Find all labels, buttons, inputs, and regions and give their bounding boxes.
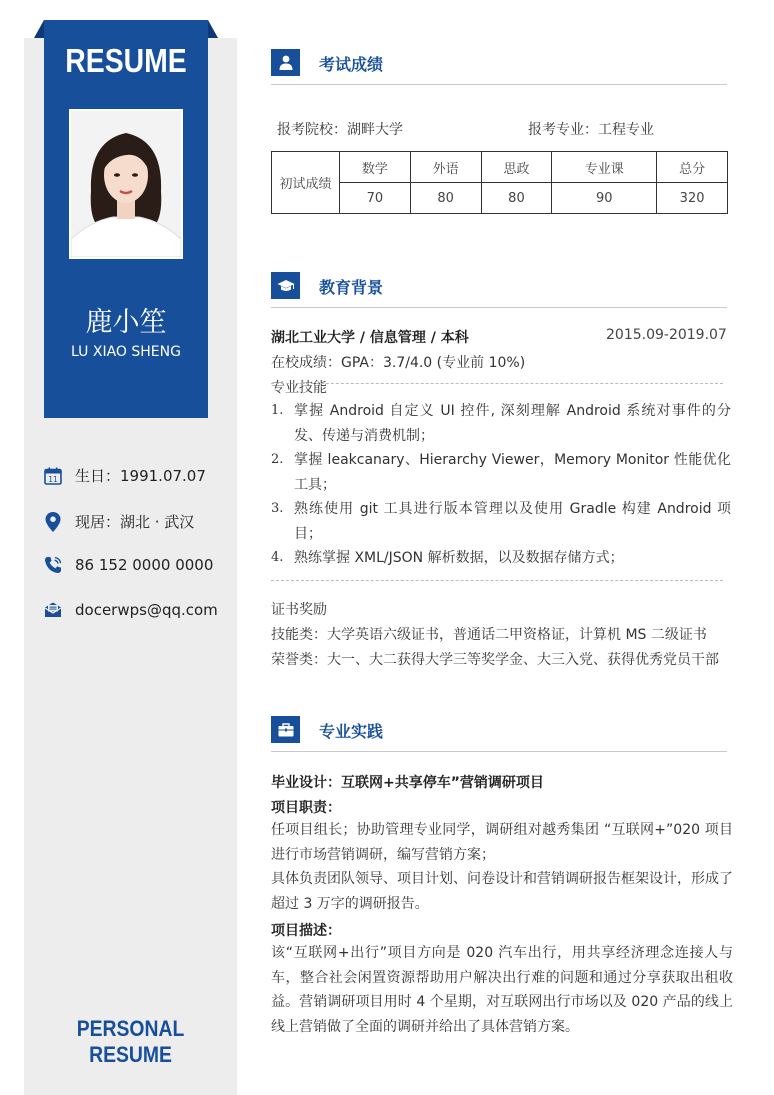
table-header-cell: 数学: [340, 152, 411, 183]
svg-text:11: 11: [48, 474, 58, 484]
list-number: 3.: [271, 501, 284, 516]
list-text: 掌握 Android 自定义 UI 控件, 深刻理解 Android 系统对事件的分发、传递与消费机制；: [294, 403, 731, 444]
list-text: 熟练掌握 XML/JSON 解析数据，以及数据存储方式；: [294, 550, 624, 566]
contact-text: 86 152 0000 0000: [75, 556, 214, 574]
contact-phone: [44, 556, 213, 574]
list-text: 掌握 leakcanary、Hierarchy Viewer，Memory Monitor 性能优化工具；: [294, 452, 731, 493]
education-period: 2015.09-2019.07: [606, 327, 727, 343]
list-number: 4.: [271, 550, 284, 565]
list-number: 2.: [271, 452, 284, 467]
calendar-icon: [44, 467, 62, 485]
skills-list: [271, 399, 731, 571]
banner-fold-right: [208, 20, 218, 38]
desc-paragraph: 该“互联网+出行”项目方向是 020 汽车出行，用共享经济理念连接人与车，整合社会闲置资源帮助用户解决出行难的问题和通过分享获取出租收益。营销调研项目用时 4 个星期，对互联网出行市场以及 020 产品的线上线上营销做了全面的调研并给出了具体营销方案。: [271, 945, 733, 1035]
cert-skill: 技能类：大学英语六级证书，普通话二甲资格证，计算机 MS 二级证书: [271, 627, 707, 643]
contact-text: docerwps@qq.com: [75, 601, 218, 619]
email-icon: [44, 601, 62, 619]
list-item: [271, 546, 731, 571]
duty-paragraph-2: 具体负责团队领导、项目计划、问卷设计和营销调研报告框架设计，形成了超过 3 万字的调研报告。: [271, 871, 733, 912]
duty-paragraph-1: 任项目组长；协助管理专业同学，调研组对越秀集团 “互联网+”020 项目进行市场营销调研，编写营销方案；: [271, 822, 733, 863]
exam-major: 报考专业：工程专业: [528, 122, 654, 138]
table-cell: 80: [410, 183, 481, 214]
table-cell: 320: [657, 183, 728, 214]
profile-photo: [69, 109, 183, 259]
section-header-education: [271, 272, 727, 308]
list-item: [271, 399, 731, 448]
section-title: 考试成绩: [319, 55, 384, 74]
score-table: [271, 151, 728, 214]
table-cell: 80: [481, 183, 552, 214]
contact-text: 生日：1991.07.07: [75, 467, 206, 485]
list-item: [271, 497, 731, 546]
table-header-cell: 外语: [410, 152, 481, 183]
table-cell: 70: [340, 183, 411, 214]
section-title: 教育背景: [319, 278, 384, 297]
desc-label: 项目描述：: [271, 923, 341, 939]
divider: [271, 580, 723, 581]
phone-icon: [44, 556, 62, 574]
table-cell: 90: [552, 183, 657, 214]
row-label: 初试成绩: [272, 152, 340, 214]
section-title: 专业实践: [319, 722, 384, 741]
location-pin-icon: [44, 513, 62, 531]
list-number: 1.: [271, 403, 284, 418]
section-header-practice: [271, 716, 727, 752]
graduation-cap-icon: [271, 272, 300, 299]
project-title: 毕业设计：互联网+共享停车”营销调研项目: [271, 775, 544, 791]
contact-location: [44, 511, 194, 532]
name-english: LU XIAO SHENG: [71, 344, 181, 360]
table-row: [272, 183, 728, 214]
personal-resume-footer: PERSONAL RESUME: [76, 1016, 185, 1067]
table-header-cell: 思政: [481, 152, 552, 183]
resume-title: RESUME: [65, 42, 187, 79]
table-header-cell: 专业课: [552, 152, 657, 183]
cert-honor: 荣誉类：大一、大二获得大学三等奖学金、大三入党、获得优秀党员干部: [271, 652, 719, 668]
skills-label: 专业技能: [271, 380, 327, 396]
user-icon: [271, 49, 300, 76]
contact-text: 现居：湖北 · 武汉: [75, 513, 195, 531]
contact-email: [44, 601, 218, 619]
contact-birthday: [44, 465, 206, 486]
banner-point: [44, 396, 208, 418]
list-item: [271, 448, 731, 497]
education-degree: 湖北工业大学 / 信息管理 / 本科: [271, 330, 469, 346]
name-chinese: 鹿小笙: [85, 307, 167, 338]
list-text: 熟练使用 git 工具进行版本管理以及使用 Gradle 构建 Android 项目；: [294, 501, 731, 542]
education-gpa: 在校成绩：GPA：3.7/4.0 (专业前 10%): [271, 355, 526, 371]
banner-fold-left: [34, 20, 44, 38]
divider: [271, 383, 723, 384]
cert-label: 证书奖励: [271, 602, 327, 618]
duty-label: 项目职责：: [271, 800, 341, 816]
briefcase-icon: [271, 716, 300, 743]
section-header-exam: [271, 49, 727, 85]
exam-school: 报考院校：湖畔大学: [277, 122, 403, 138]
table-header-cell: 总分: [657, 152, 728, 183]
table-row: [272, 152, 728, 183]
